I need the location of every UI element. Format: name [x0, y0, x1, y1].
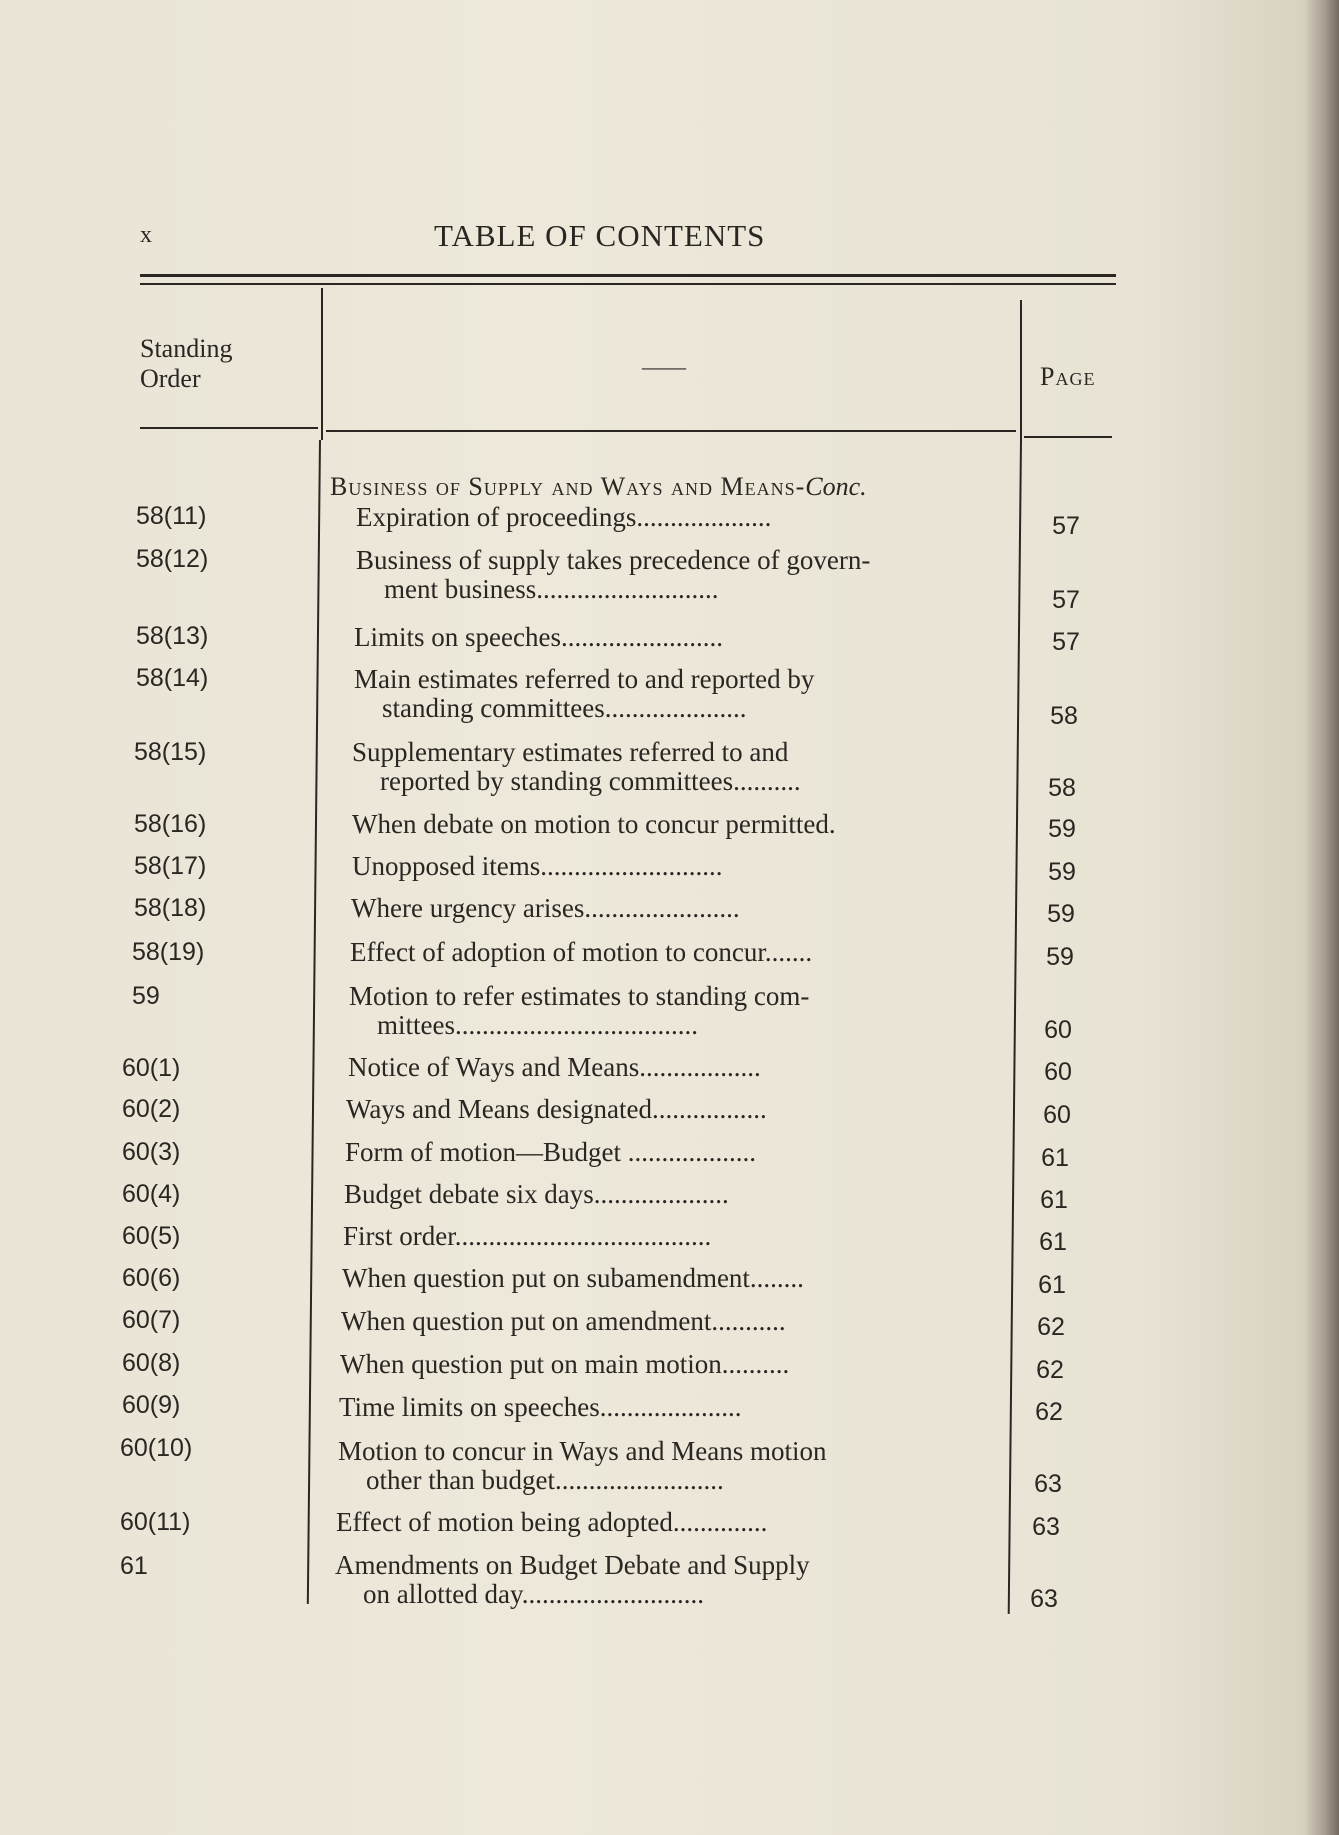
entry-text: Ways and Means designated................. [346, 1095, 767, 1124]
middle-column-heading: —— [642, 354, 686, 379]
standing-order-number: 58(16) [134, 810, 207, 838]
standing-order-number: 60(6) [122, 1264, 181, 1292]
entry-page-number: 63 [1030, 1585, 1058, 1613]
entry-text: Expiration of proceedings.................... [356, 503, 772, 532]
heading-rule-middle [326, 430, 1016, 432]
standing-order-number: 58(15) [134, 738, 207, 766]
entry-page-number: 63 [1034, 1470, 1062, 1498]
entry-page-number: 61 [1038, 1271, 1066, 1299]
standing-order-number: 58(11) [136, 502, 207, 530]
entry-text: Supplementary estimates referred to and reported by standing committees.......... [352, 738, 801, 796]
section-heading: Business of Supply and Ways and Means-Conc. [330, 472, 867, 501]
entry-page-number: 61 [1039, 1228, 1067, 1256]
entry-page-number: 57 [1052, 586, 1080, 614]
heading-rule-right [1024, 436, 1112, 438]
heading-rule-left [140, 427, 318, 429]
entry-page-number: 61 [1040, 1186, 1068, 1214]
standing-order-heading: Standing Order [140, 334, 233, 393]
body-divider-left [307, 440, 321, 1604]
entry-text: Form of motion—Budget ................... [345, 1138, 756, 1167]
entry-text: When question put on subamendment........ [342, 1264, 804, 1293]
top-rule-thin [140, 283, 1116, 285]
standing-order-number: 58(12) [136, 545, 209, 573]
standing-order-number: 58(14) [136, 664, 209, 692]
standing-order-number: 60(9) [122, 1391, 181, 1419]
entry-page-number: 59 [1048, 815, 1076, 843]
entry-page-number: 57 [1052, 628, 1080, 656]
entry-text: Where urgency arises....................... [351, 894, 740, 923]
body-divider-right [1008, 440, 1022, 1614]
entry-text: Effect of motion being adopted.............. [336, 1508, 768, 1537]
top-rule-thick [140, 274, 1116, 277]
entry-text: Business of supply takes precedence of govern- ment business........................... [356, 546, 871, 604]
standing-order-number: 60(1) [122, 1054, 181, 1082]
column-divider-right [1020, 300, 1022, 440]
standing-order-number: 61 [120, 1552, 148, 1580]
standing-order-number: 60(10) [120, 1434, 193, 1462]
entry-page-number: 62 [1037, 1313, 1065, 1341]
entry-page-number: 60 [1043, 1101, 1071, 1129]
entry-text: Motion to concur in Ways and Means motion other than budget......................... [338, 1437, 827, 1495]
entry-page-number: 59 [1046, 943, 1074, 971]
entry-page-number: 57 [1052, 512, 1080, 540]
page-column-heading: Page [1040, 362, 1096, 391]
standing-order-number: 60(4) [122, 1180, 181, 1208]
standing-order-number: 60(2) [122, 1095, 181, 1123]
standing-order-number: 60(5) [122, 1222, 181, 1250]
page-edge-shadow [1305, 0, 1339, 1835]
standing-order-number: 58(13) [136, 622, 209, 650]
entry-text: When debate on motion to concur permitted. [352, 810, 836, 839]
standing-order-number: 60(8) [122, 1349, 181, 1377]
entry-text: Effect of adoption of motion to concur....... [350, 938, 813, 967]
entry-text: When question put on amendment........... [341, 1307, 786, 1336]
entry-page-number: 60 [1044, 1016, 1072, 1044]
entry-page-number: 61 [1041, 1144, 1069, 1172]
entry-text: Notice of Ways and Means.................. [348, 1053, 761, 1082]
entry-text: Limits on speeches........................ [354, 623, 723, 652]
entry-text: Unopposed items........................... [352, 852, 723, 881]
entry-text: Budget debate six days.................... [344, 1180, 729, 1209]
entry-page-number: 59 [1047, 900, 1075, 928]
entry-text: Motion to refer estimates to standing com- mittees.................................... [349, 982, 810, 1040]
entry-page-number: 59 [1048, 858, 1076, 886]
page-folio: x [140, 222, 152, 248]
running-header [0, 218, 1339, 258]
entry-text: First order...................................... [343, 1222, 712, 1251]
entry-page-number: 58 [1050, 702, 1078, 730]
standing-order-number: 58(19) [132, 938, 205, 966]
entry-text: Amendments on Budget Debate and Supply on allotted day........................... [335, 1551, 810, 1609]
entry-text: Main estimates referred to and reported by standing committees..................... [354, 665, 815, 723]
entry-page-number: 58 [1048, 774, 1076, 802]
entry-page-number: 62 [1036, 1356, 1064, 1384]
standing-order-number: 60(7) [122, 1306, 181, 1334]
entry-page-number: 62 [1035, 1398, 1063, 1426]
entry-text: When question put on main motion.......... [340, 1350, 790, 1379]
standing-order-number: 60(11) [120, 1508, 191, 1536]
standing-order-number: 59 [132, 982, 160, 1010]
page-title: TABLE OF CONTENTS [434, 218, 766, 253]
entry-page-number: 63 [1032, 1513, 1060, 1541]
standing-order-number: 60(3) [122, 1138, 181, 1166]
entry-text: Time limits on speeches..................... [339, 1393, 742, 1422]
standing-order-number: 58(17) [134, 852, 207, 880]
standing-order-number: 58(18) [134, 894, 207, 922]
entry-page-number: 60 [1044, 1058, 1072, 1086]
column-divider-left [321, 288, 323, 440]
